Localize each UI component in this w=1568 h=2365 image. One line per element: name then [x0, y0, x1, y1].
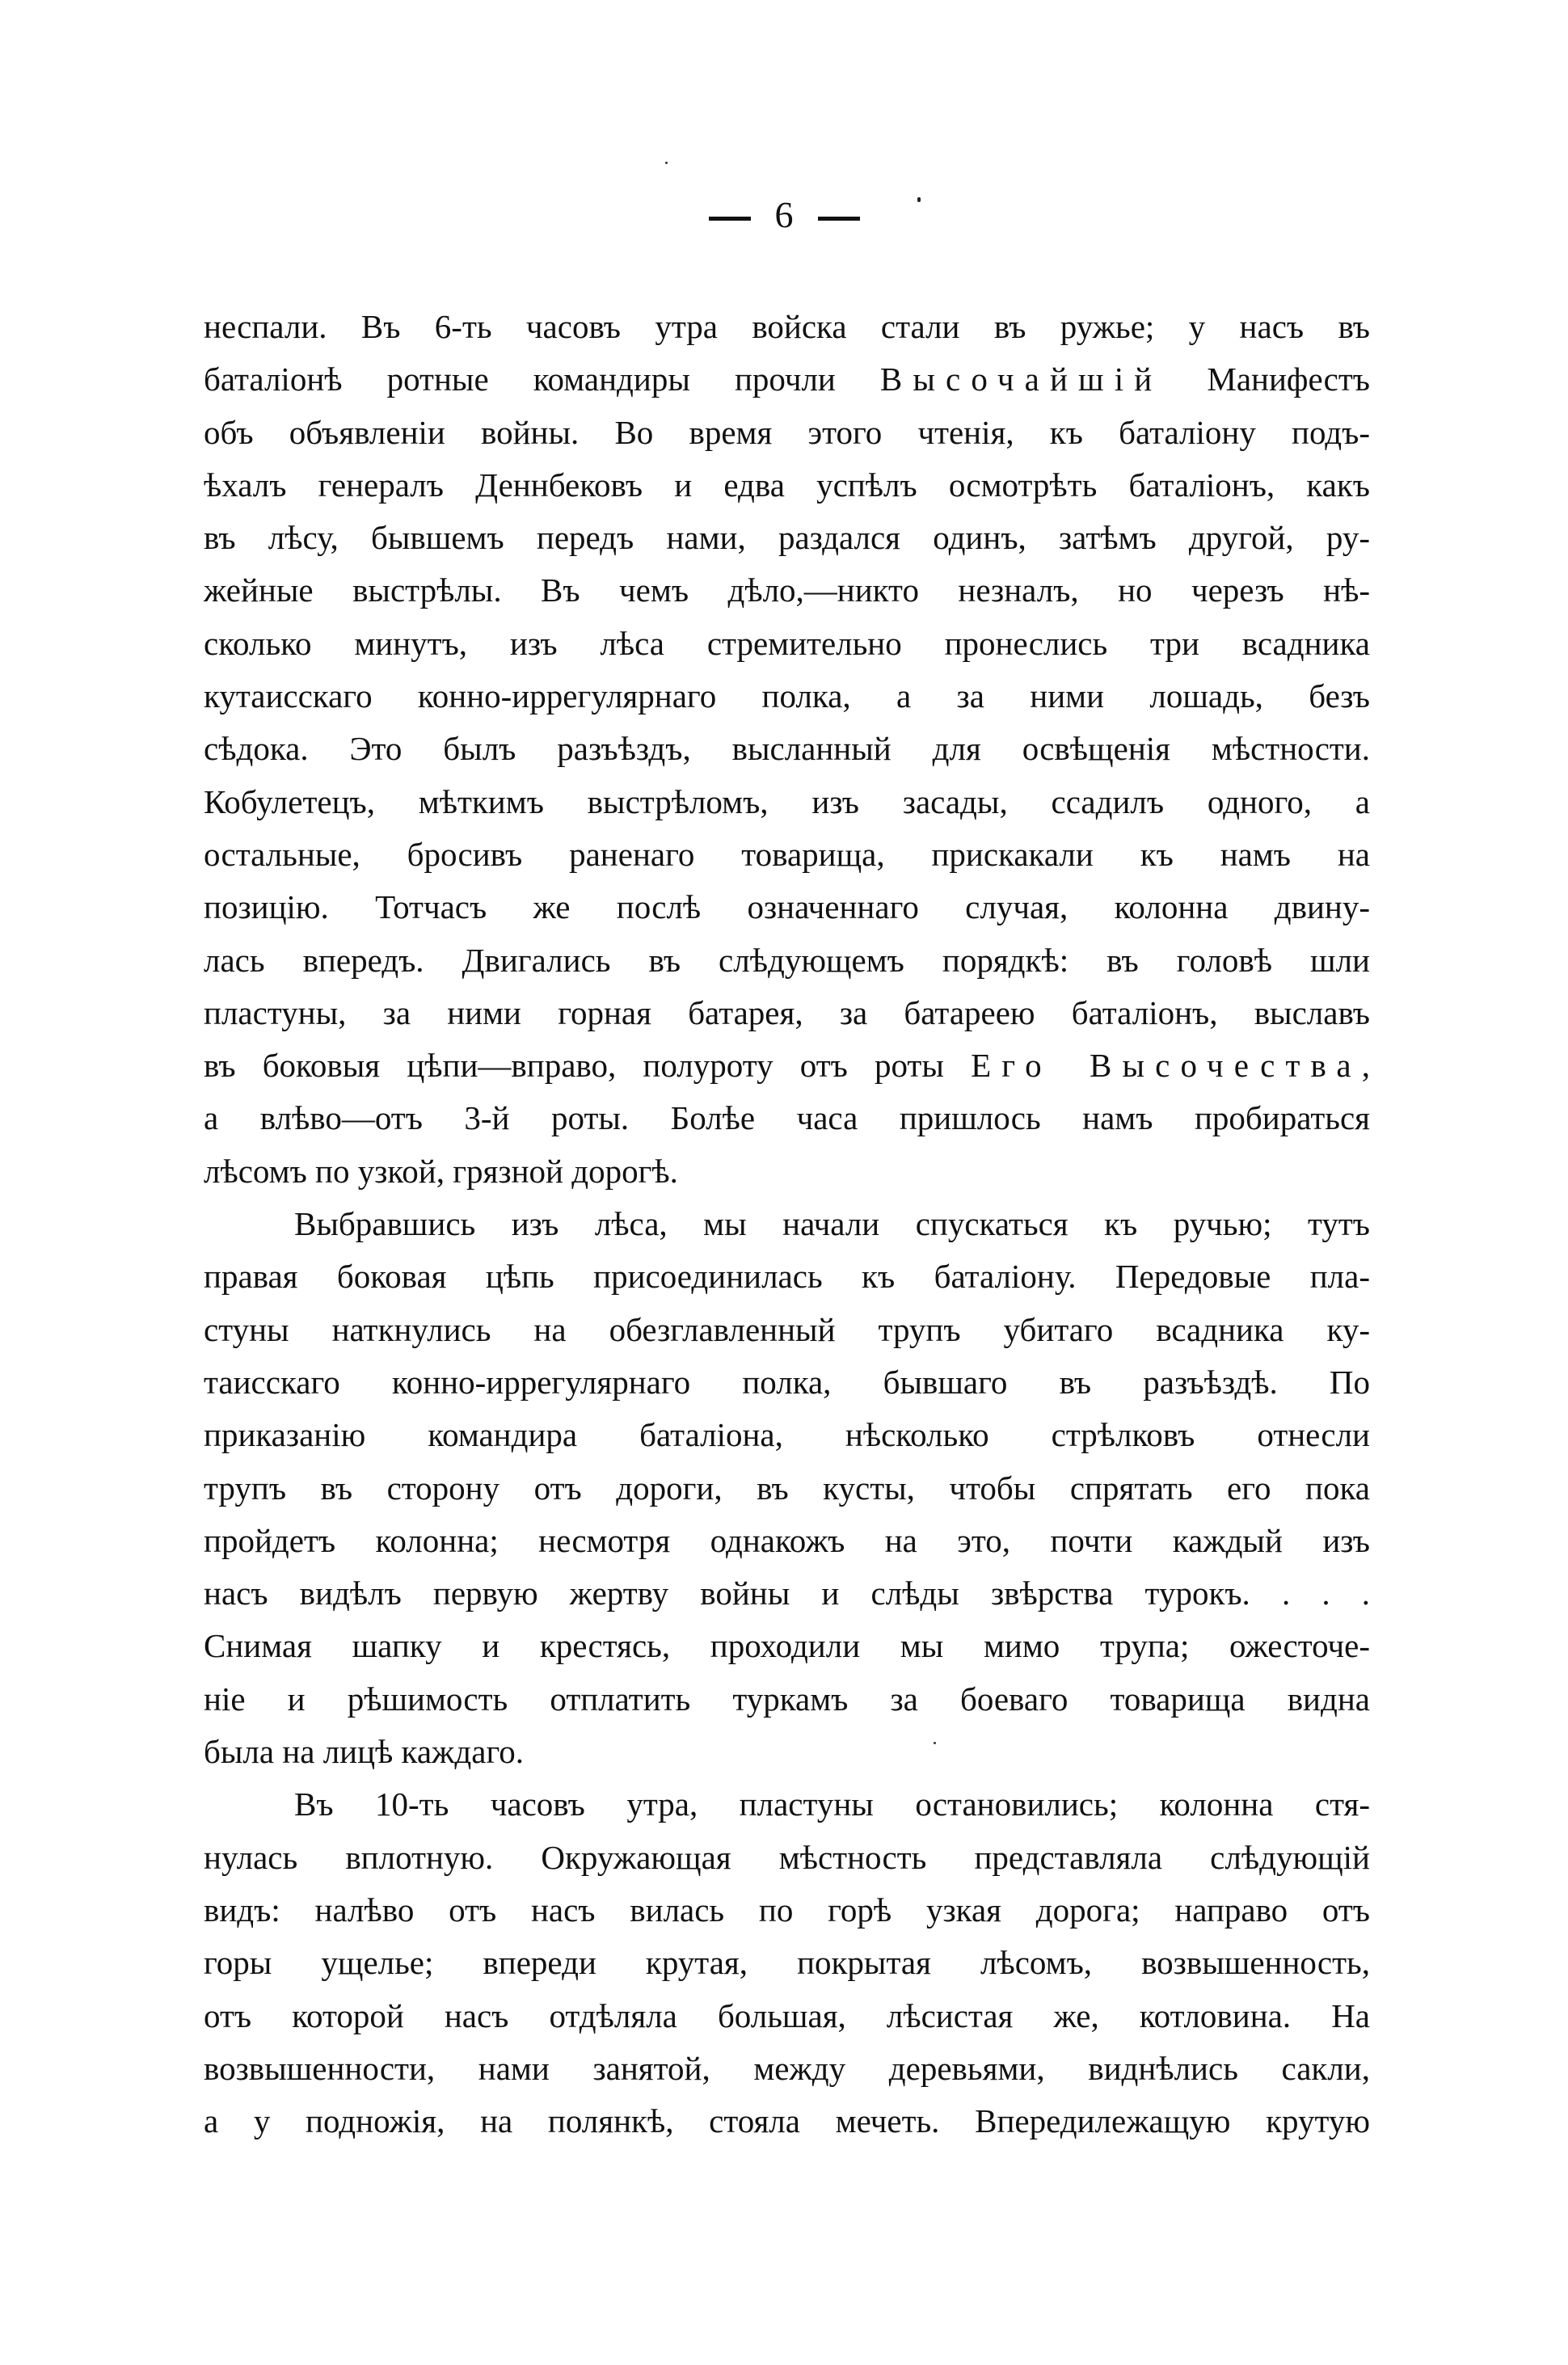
text-line: объ объявленіи войны. Во время этого чтенія, къ баталіону подъ- — [204, 413, 1370, 451]
text-line: а у подножія, на полянкѣ, стояла мечеть. Впередилежащую крутую — [204, 2102, 1370, 2140]
text-line: горы ущелье; впереди крутая, покрытая лѣсомъ, возвышенность, — [204, 1944, 1370, 1982]
text-line: въ лѣсу, бывшемъ передъ нами, раздался одинъ, затѣмъ другой, ру- — [204, 519, 1370, 557]
text-line: сѣдока. Это былъ разъѣздъ, высланный для освѣщенія мѣстности. — [204, 730, 1370, 768]
spaced-emphasis: Его Высочества — [971, 1047, 1362, 1085]
text-run: Манифестъ — [1162, 360, 1370, 398]
text-line: жейные выстрѣлы. Въ чемъ дѣло,—никто незналъ, но черезъ нѣ- — [204, 571, 1370, 609]
text-line: лась впередъ. Двигались въ слѣдующемъ порядкѣ: въ головѣ шли — [204, 941, 1370, 979]
folio-dash-right — [818, 217, 860, 221]
text-line: лѣсомъ по узкой, грязной дорогѣ. — [204, 1152, 678, 1190]
text-line: Выбравшись изъ лѣса, мы начали спускаться къ ручью; тутъ — [294, 1205, 1370, 1243]
spaced-emphasis: Высочайшій — [879, 360, 1163, 398]
text-line: Снимая шапку и крестясь, проходили мы мимо трупа; ожесточе- — [204, 1627, 1370, 1665]
text-line: возвышенности, нами занятой, между деревьями, виднѣлись сакли, — [204, 2049, 1370, 2087]
text-line: правая боковая цѣпь присоединилась къ баталіону. Передовые пла- — [204, 1258, 1370, 1296]
text-line: ніе и рѣшимость отплатить туркамъ за боеваго товарища видна — [204, 1680, 1370, 1718]
body-text — [204, 301, 1370, 2148]
text-line: сколько минутъ, изъ лѣса стремительно пронеслись три всадника — [204, 624, 1370, 662]
text-line: пластуны, за ними горная батарея, за батареею баталіонъ, выславъ — [204, 993, 1370, 1031]
text-run: въ боковыя цѣпи—вправо, полуроту отъ роты — [204, 1047, 972, 1085]
text-run: баталіонѣ ротные командиры прочли — [204, 360, 880, 398]
text-line: стуны наткнулись на обезглавленный трупъ убитаго всадника ку- — [204, 1310, 1370, 1348]
text-line: остальные, бросивъ раненаго товарища, прискакали къ намъ на — [204, 835, 1370, 873]
print-speck — [665, 162, 668, 164]
text-line: ѣхалъ генералъ Деннбековъ и едва успѣлъ осмотрѣть баталіонъ, какъ — [204, 466, 1370, 504]
text-line: насъ видѣлъ первую жертву войны и слѣды звѣрства турокъ. . . . — [204, 1575, 1370, 1612]
text-line: а влѣво—отъ 3-й роты. Болѣе часа пришлось намъ пробираться — [204, 1099, 1370, 1137]
text-line: таисскаго конно-иррегулярнаго полка, бывшаго въ разъѣздѣ. По — [204, 1363, 1370, 1401]
text-line: Кобулетецъ, мѣткимъ выстрѣломъ, изъ засады, ссадилъ одного, а — [204, 782, 1370, 820]
print-speck — [917, 197, 921, 202]
text-line: нулась вплотную. Окружающая мѣстность представляла слѣдующій — [204, 1838, 1370, 1876]
text-line: Въ 10-ть часовъ утра, пластуны остановились; колонна стя- — [294, 1785, 1370, 1823]
page-number-value: 6 — [774, 194, 794, 235]
text-line — [204, 1039, 1370, 1092]
folio-dash-left — [709, 217, 751, 221]
text-run: , — [1361, 1047, 1370, 1085]
text-line: позицію. Тотчасъ же послѣ означеннаго случая, колонна двину- — [204, 888, 1370, 926]
text-line: отъ которой насъ отдѣляла большая, лѣсистая же, котловина. На — [204, 1996, 1370, 2034]
text-line: видъ: налѣво отъ насъ вилась по горѣ узкая дорога; направо отъ — [204, 1891, 1370, 1929]
text-line: пройдетъ колонна; несмотря однакожъ на это, почти каждый изъ — [204, 1521, 1370, 1559]
text-line: кутаисскаго конно-иррегулярнаго полка, а за ними лошадь, безъ — [204, 677, 1370, 715]
page-number — [0, 192, 1568, 238]
text-line — [204, 353, 1370, 406]
text-line: трупъ въ сторону отъ дороги, въ кусты, чтобы спрятать его пока — [204, 1469, 1370, 1507]
text-line: была на лицѣ каждаго. — [204, 1733, 524, 1771]
text-line: неспали. Въ 6-ть часовъ утра войска стали въ ружье; у насъ въ — [204, 308, 1370, 345]
text-line: приказанію командира баталіона, нѣсколько стрѣлковъ отнесли — [204, 1416, 1370, 1454]
